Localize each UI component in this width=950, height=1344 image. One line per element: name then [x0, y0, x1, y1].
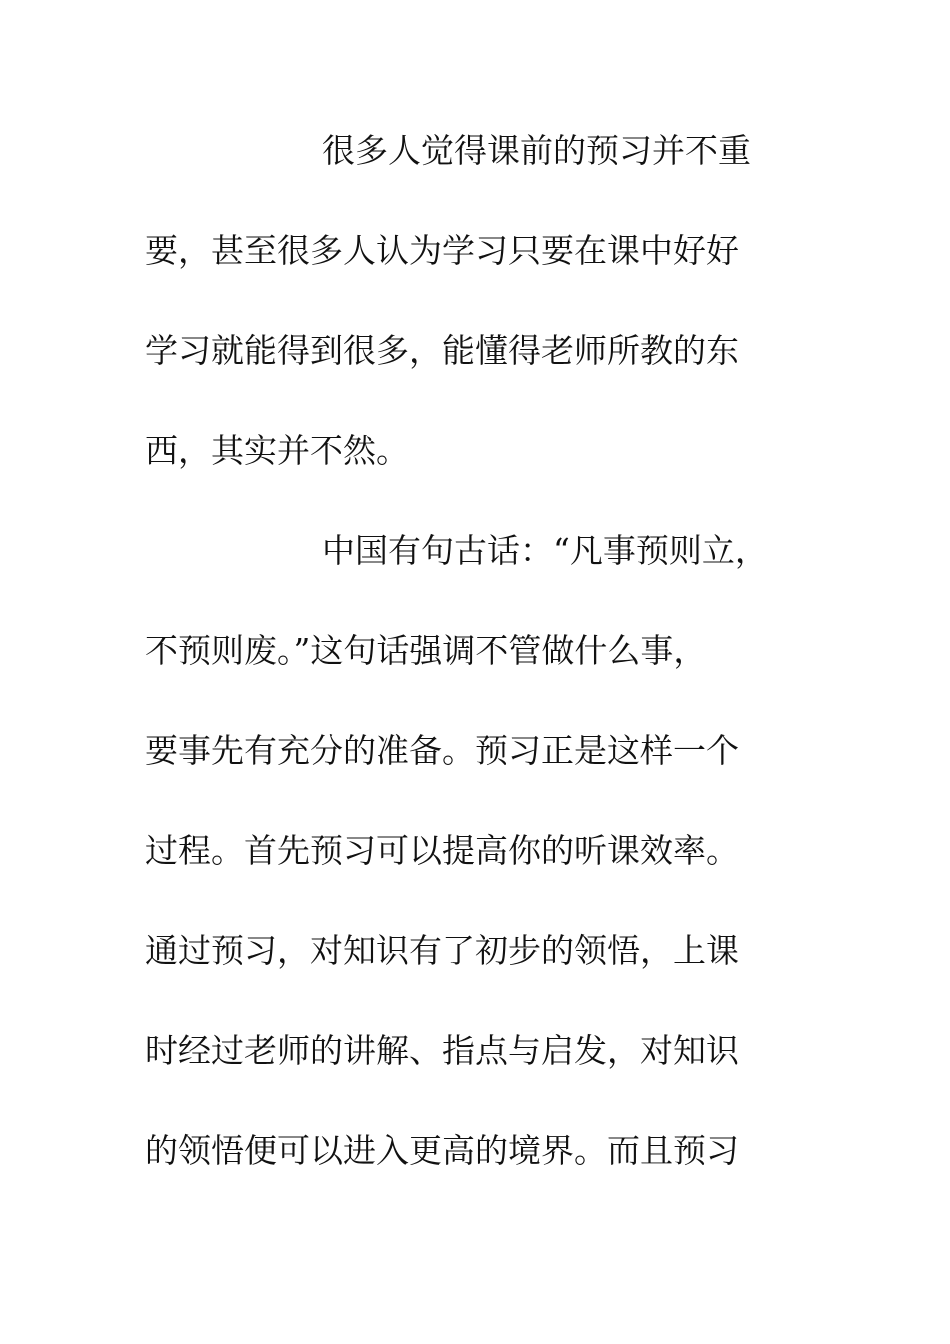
paragraph-1-line-4: 西，其实并不然。: [145, 431, 409, 470]
paragraph-2-line-5: 通过预习，对知识有了初步的领悟，上课: [145, 931, 739, 970]
paragraph-2-line-7: 的领悟便可以进入更高的境界。而且预习: [145, 1131, 739, 1170]
paragraph-2-line-3: 要事先有充分的准备。预习正是这样一个: [145, 731, 739, 770]
paragraph-1-line-3: 学习就能得到很多，能懂得老师所教的东: [145, 331, 739, 370]
paragraph-1-line-2: 要，甚至很多人认为学习只要在课中好好: [145, 231, 739, 270]
paragraph-1-line-1: 很多人觉得课前的预习并不重: [322, 131, 751, 170]
paragraph-2-line-2: 不预则废。”这句话强调不管做什么事，: [145, 631, 707, 670]
paragraph-2-line-1: 中国有句古话：“凡事预则立，: [322, 531, 768, 570]
paragraph-2-line-4: 过程。首先预习可以提高你的听课效率。: [145, 831, 739, 870]
paragraph-2-line-6: 时经过老师的讲解、指点与启发，对知识: [145, 1031, 739, 1070]
